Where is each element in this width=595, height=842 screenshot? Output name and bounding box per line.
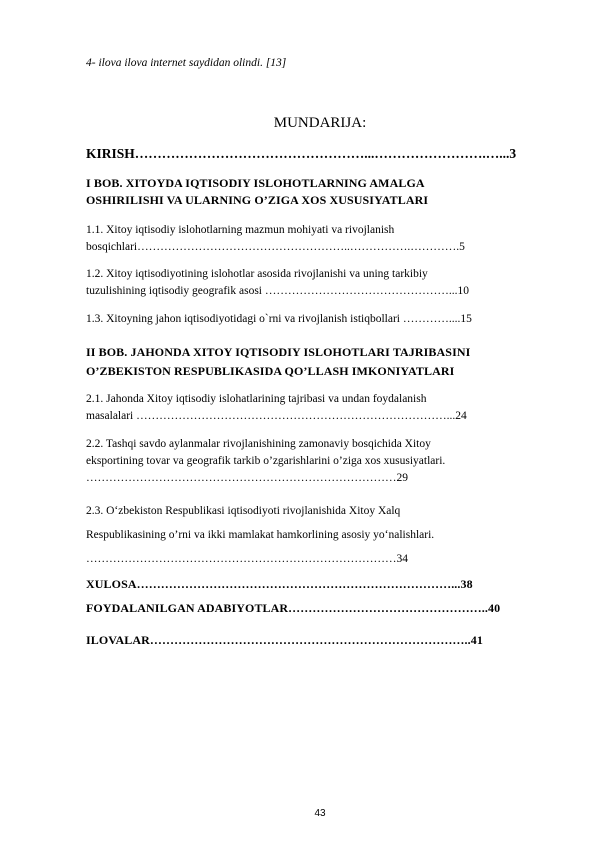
page-number: 43 <box>314 808 326 819</box>
toc-kirish: KIRISH……………………………………………...…………………….…...3 <box>86 146 517 161</box>
toc-section-2-1-line-2: masalalari ………………………………………………………………………...24 <box>86 410 467 422</box>
toc-section-1-2-line-2: tuzulishining iqtisodiy geografik asosi …………………………………………...10 <box>86 285 469 297</box>
toc-section-2-2-line-3: ………………………………………………………………………29 <box>86 472 408 484</box>
toc-chapter-1-line-1: I BOB. XITOYDA IQTISODIY ISLOHOTLARNING AMALGA <box>86 176 425 190</box>
toc-section-2-3-line-1: 2.3. O‘zbekiston Respublikasi iqtisodiyoti rivojlanishida Xitoy Xalq <box>86 505 401 517</box>
toc-section-2-2-line-2: eksportining tovar va geografik tarkib o’zgarishlarini o’ziga xos xususiyatlari. <box>86 455 446 467</box>
toc-section-2-3-line-2: Respublikasining o’rni va ikki mamlakat hamkorlining asosiy yo‘nalishlari. <box>86 529 435 541</box>
toc-section-2-3-line-3: ………………………………………………………………………34 <box>86 553 408 565</box>
toc-xulosa: XULOSA……………………………………………………………………...38 <box>86 577 473 591</box>
toc-section-1-3: 1.3. Xitoyning jahon iqtisodiyotidagi o`rni va rivojlanish istiqbollari …………....15 <box>86 313 472 325</box>
toc-section-2-2-line-1: 2.2. Tashqi savdo aylanmalar rivojlanishining zamonaviy bosqichida Xitoy <box>86 438 431 450</box>
toc-section-1-1-line-2: bosqichlari………………………………………………..…………….………….5 <box>86 241 465 253</box>
toc-chapter-2-line-2: O’ZBEKISTON RESPUBLIKASIDA QO’LLASH IMKONIYATLARI <box>86 364 455 378</box>
toc-chapter-2-line-1: II BOB. JAHONDA XITOY IQTISODIY ISLOHOTLARI TAJRIBASINI <box>86 345 471 359</box>
toc-foydalanilgan-adabiyotlar: FOYDALANILGAN ADABIYOTLAR…………………………………………..40 <box>86 601 501 615</box>
toc-ilovalar: ILOVALAR……………………………………………………………………..41 <box>86 633 483 647</box>
toc-chapter-1-line-2: OSHIRILISHI VA ULARNING O’ZIGA XOS XUSUSIYATLARI <box>86 193 429 207</box>
toc-section-1-2-line-1: 1.2. Xitoy iqtisodiyotining islohotlar asosida rivojlanishi va uning tarkibiy <box>86 268 428 280</box>
source-note: 4- ilova ilova internet saydidan olindi. [13] <box>86 57 287 69</box>
page-title: MUNDARIJA: <box>273 115 367 131</box>
toc-section-2-1-line-1: 2.1. Jahonda Xitoy iqtisodiy islohatlarining tajribasi va undan foydalanish <box>86 393 427 405</box>
toc-section-1-1-line-1: 1.1. Xitoy iqtisodiy islohotlarning mazmun mohiyati va rivojlanish <box>86 224 395 236</box>
